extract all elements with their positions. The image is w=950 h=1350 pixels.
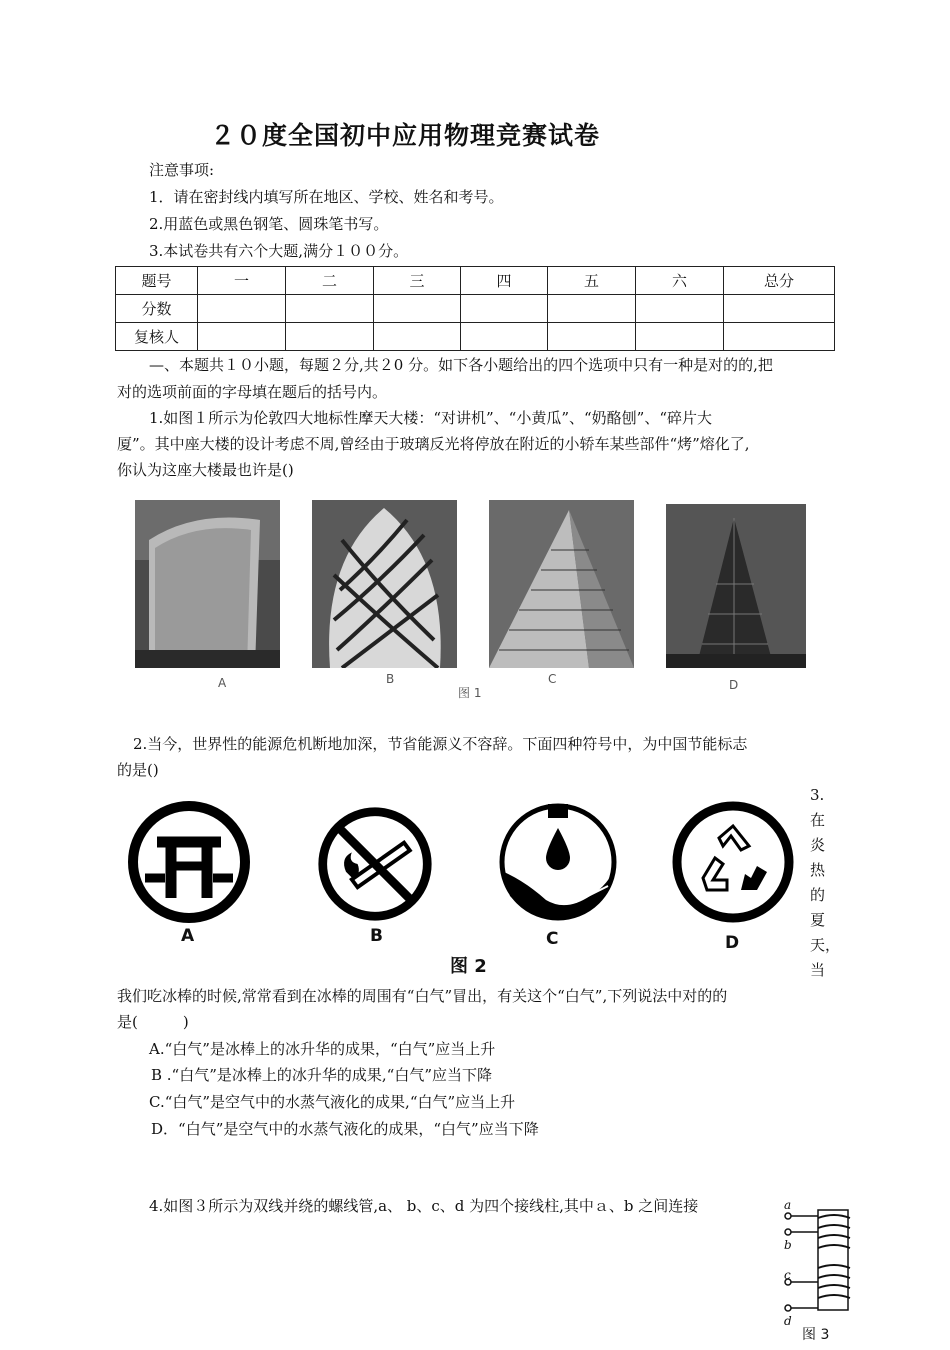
notes-heading: 注意事项:: [149, 161, 215, 179]
score-cell[interactable]: [548, 295, 636, 323]
figure1-caption: 图 1: [458, 686, 482, 700]
table-header-cell: 一: [198, 267, 286, 295]
recycle-icon: [671, 800, 795, 924]
score-cell[interactable]: [636, 323, 724, 351]
energy-saving-logo-icon: [127, 800, 251, 924]
q3-vertical-char: 热: [810, 861, 826, 879]
building-photo-a: [135, 500, 280, 668]
score-cell[interactable]: [461, 323, 548, 351]
terminal-label-b: b: [784, 1238, 792, 1252]
q3-vertical-char: 炎: [810, 836, 826, 854]
q1-line1: 1.如图１所示为伦敦四大地标性摩天大楼：“对讲机”、“小黄瓜”、“奶酪刨”、“碎片大: [149, 409, 712, 427]
score-cell[interactable]: [286, 295, 374, 323]
score-cell[interactable]: [548, 323, 636, 351]
figure1-label-c: C: [548, 672, 557, 686]
no-smoking-icon: [315, 804, 435, 924]
notes-item-1: 1．请在密封线内填写所在地区、学校、姓名和考号。: [149, 188, 504, 206]
table-header-cell: 题号: [116, 267, 198, 295]
table-header-cell: 五: [548, 267, 636, 295]
score-table: [115, 266, 835, 351]
figure2-label-d: D: [725, 933, 740, 953]
q3-option-b: B .“白气”是冰棒上的冰升华的成果,“白气”应当下降: [151, 1066, 493, 1084]
q3-vertical-char: 夏: [810, 911, 826, 929]
q3-line1: 我们吃冰棒的时候,常常看到在冰棒的周围有“白气”冒出，有关这个“白气”,下列说法中对的的: [117, 987, 728, 1005]
score-cell[interactable]: [198, 323, 286, 351]
figure3-caption: 图 3: [802, 1327, 830, 1343]
q3-vertical-char: 当: [810, 961, 826, 979]
water-saving-icon: [496, 800, 620, 924]
table-header-cell: 三: [374, 267, 461, 295]
table-row: [116, 323, 835, 351]
terminal-label-c: c: [784, 1268, 791, 1282]
q1-line2: 厦”。其中座大楼的设计考虑不周,曾经由于玻璃反光将停放在附近的小轿车某些部件“烤”熔化了,: [117, 435, 750, 453]
figure1-label-a: A: [218, 676, 227, 690]
section1-line2: 对的选项前面的字母填在题后的括号内。: [117, 383, 388, 401]
solenoid-figure: [778, 1198, 858, 1346]
notes-item-3: 3.本试卷共有六个大题,满分１００分。: [149, 242, 409, 260]
q1-line3: 你认为这座大楼最也许是(): [117, 461, 294, 479]
table-row: [116, 295, 835, 323]
table-header-cell: 总分: [724, 267, 835, 295]
section1-line1: —、本题共１０小题，每题２分,共２0 分。如下各小题给出的四个选项中只有一种是对的的,把: [149, 356, 773, 374]
q3-vertical-char: 在: [810, 811, 826, 829]
table-header-row: [116, 267, 835, 295]
score-cell[interactable]: [461, 295, 548, 323]
figure2-label-b: B: [370, 926, 383, 946]
q2-line2: 的是(): [117, 761, 159, 779]
notes-item-2: 2.用蓝色或黑色钢笔、圆珠笔书写。: [149, 215, 389, 233]
q4-line1: 4.如图３所示为双线并绕的螺线管,a、 b、c、d 为四个接线柱,其中ａ、b 之间连接: [149, 1197, 699, 1215]
q3-option-a: A.“白气”是冰棒上的冰升华的成果，“白气”应当上升: [149, 1040, 496, 1058]
figure2-caption: 图 2: [450, 956, 487, 977]
score-cell[interactable]: [198, 295, 286, 323]
table-header-cell: 二: [286, 267, 374, 295]
q3-option-c: C.“白气”是空气中的水蒸气液化的成果,“白气”应当上升: [149, 1093, 516, 1111]
score-cell[interactable]: [724, 295, 835, 323]
figure1-label-b: B: [386, 672, 395, 686]
table-header-cell: 四: [461, 267, 548, 295]
building-photo-c: [489, 500, 634, 668]
terminal-label-d: d: [784, 1314, 792, 1328]
building-photo-b: [312, 500, 457, 668]
q2-line1: 2.当今，世界性的能源危机断地加深，节省能源义不容辞。下面四种符号中，为中国节能标志: [133, 735, 748, 753]
figure2-label-a: A: [181, 926, 195, 946]
score-cell[interactable]: [636, 295, 724, 323]
q3-vertical-char: 的: [810, 886, 826, 904]
building-photo-d: [666, 504, 806, 668]
q3-vertical-char: 3.: [810, 786, 825, 804]
terminal-label-a: a: [784, 1198, 792, 1212]
table-header-cell: 六: [636, 267, 724, 295]
q3-option-d: D．“白气”是空气中的水蒸气液化的成果，“白气”应当下降: [151, 1120, 539, 1138]
q3-vertical-char: 天，: [810, 936, 841, 954]
score-cell[interactable]: [286, 323, 374, 351]
score-cell[interactable]: [724, 323, 835, 351]
table-row-label: 分数: [116, 295, 198, 323]
score-cell[interactable]: [374, 295, 461, 323]
figure1-label-d: D: [729, 678, 739, 692]
score-cell[interactable]: [374, 323, 461, 351]
figure2-label-c: C: [546, 929, 559, 949]
q3-line2: 是( ): [117, 1013, 189, 1031]
page-title: ２０度全国初中应用物理竞赛试卷: [210, 121, 601, 150]
table-row-label: 复核人: [116, 323, 198, 351]
